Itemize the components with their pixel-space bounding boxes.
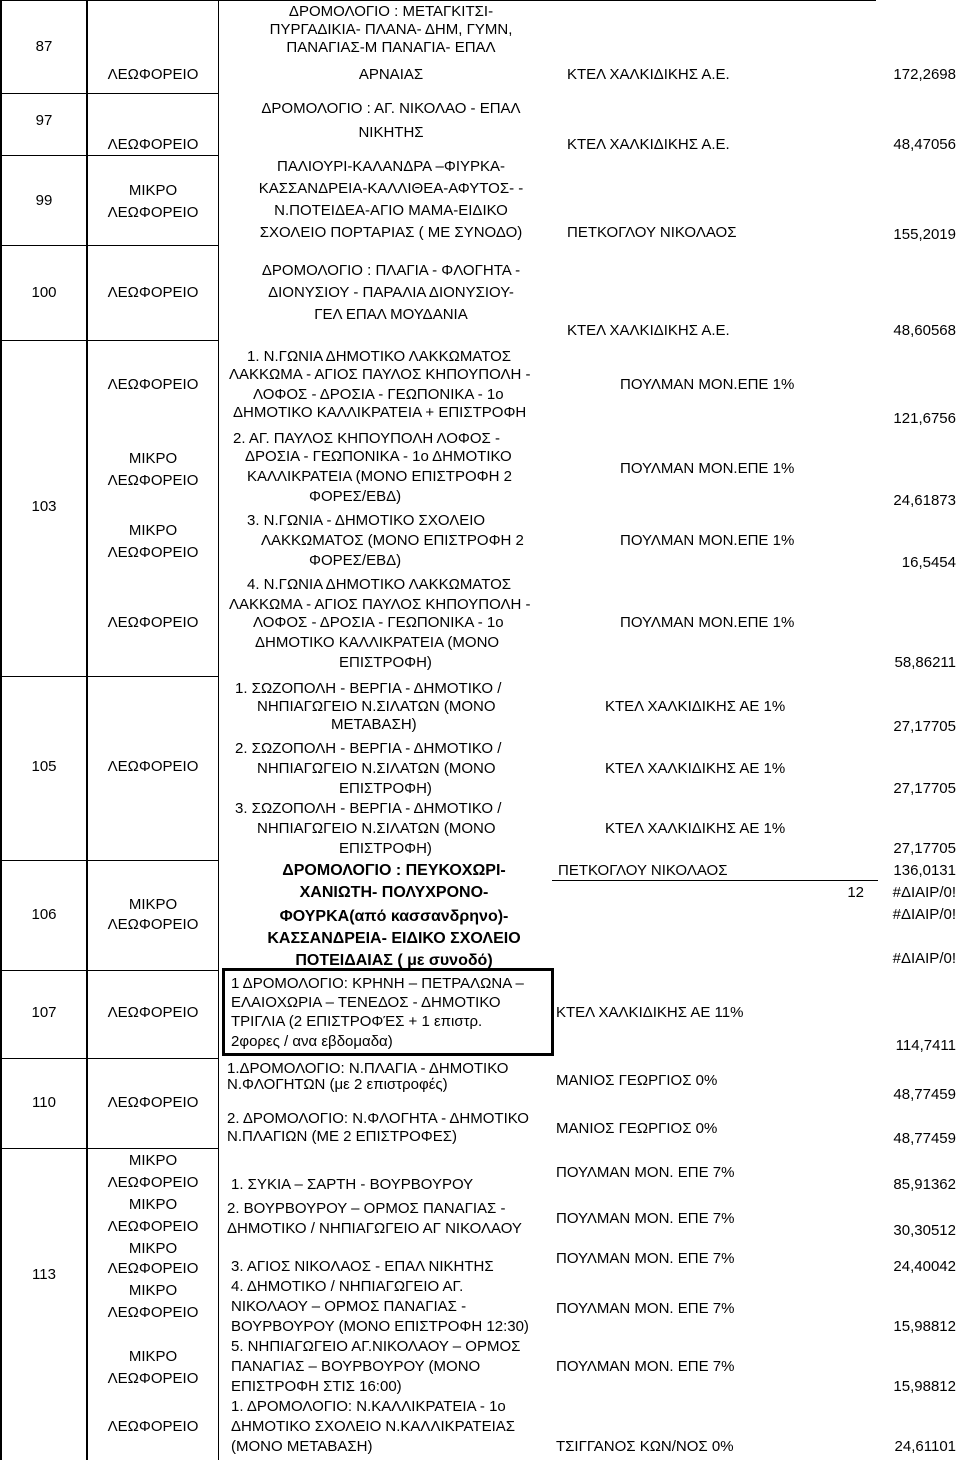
cost: 27,17705 — [893, 718, 956, 735]
row-number: 100 — [31, 284, 57, 301]
cost: 30,30512 — [893, 1222, 956, 1239]
grid-line — [0, 0, 876, 1]
contractor: ΚΤΕΛ ΧΑΛΚΙΔΙΚΗΣ Α.Ε. — [567, 322, 730, 339]
route-line: ΠΑΝΑΓΙΑΣ – ΒΟΥΡΒΟΥΡΟΥ (ΜΟΝΟ — [231, 1358, 481, 1375]
error-value: #ΔΙΑΙΡ/0! — [892, 884, 956, 901]
route-line: Ν.ΠΟΤΕΙΔΕΑ-ΑΓΙΟ ΜΑΜΑ-ΕΙΔΙΚΟ — [274, 202, 508, 219]
vehicle-type: ΜΙΚΡΟ — [128, 182, 178, 199]
contractor: ΚΤΕΛ ΧΑΛΚΙΔΙΚΗΣ Α.Ε. — [567, 66, 730, 83]
vehicle-type: ΜΙΚΡΟ — [128, 522, 178, 539]
vehicle-type: ΛΕΩΦΟΡΕΙΟ — [107, 1370, 199, 1387]
route-line: ΛΑΚΚΩΜΑ - ΑΓΙΟΣ ΠΑΥΛΟΣ ΚΗΠΟΥΠΟΛΗ - — [229, 366, 531, 383]
contractor: ΚΤΕΛ ΧΑΛΚΙΔΙΚΗΣ ΑΕ 1% — [605, 820, 786, 837]
cost: 58,86211 — [894, 654, 956, 671]
route-line: ΛΑΚΚΩΜΑ - ΑΓΙΟΣ ΠΑΥΛΟΣ ΚΗΠΟΥΠΟΛΗ - — [229, 596, 531, 613]
route-line: ΚΑΣΣΑΝΔΡΕΙΑ- ΕΙΔΙΚΟ ΣΧΟΛΕΙΟ — [267, 930, 521, 947]
cost: 48,77459 — [893, 1130, 956, 1147]
route-line: ΑΡΝΑΙΑΣ — [358, 66, 424, 83]
route-line: 1. ΣΩΖΟΠΟΛΗ - ΒΕΡΓΙΑ - ΔΗΜΟΤΙΚΟ / — [235, 680, 502, 697]
route-line: 2. ΔΡΟΜΟΛΟΓΙΟ: Ν.ΦΛΟΓΗΤΑ - ΔΗΜΟΤΙΚΟ — [227, 1110, 529, 1127]
route-line: 2. ΑΓ. ΠΑΥΛΟΣ ΚΗΠΟΥΠΟΛΗ ΛΟΦΟΣ - — [233, 430, 500, 447]
contractor: ΚΤΕΛ ΧΑΛΚΙΔΙΚΗΣ ΑΕ 11% — [556, 1004, 744, 1021]
contractor: ΠΕΤΚΟΓΛΟΥ ΝΙΚΟΛΑΟΣ — [558, 862, 728, 879]
route-line: ΕΛΑΙΟΧΩΡΙΑ – ΤΕΝΕΔΟΣ - ΔΗΜΟΤΙΚΟ — [231, 994, 501, 1011]
vehicle-type: ΛΕΩΦΟΡΕΙΟ — [107, 544, 199, 561]
vehicle-type: ΛΕΩΦΟΡΕΙΟ — [107, 204, 199, 221]
contractor: ΠΟΥΛΜΑΝ ΜΟΝ. ΕΠΕ 7% — [556, 1164, 735, 1181]
route-line: ΧΑΝΙΩΤΗ- ΠΟΛΥΧΡΟΝΟ- — [299, 884, 489, 901]
vehicle-type: ΛΕΩΦΟΡΕΙΟ — [107, 1218, 199, 1235]
row-number: 87 — [35, 38, 53, 55]
cost: 24,40042 — [893, 1258, 956, 1275]
contractor: ΠΟΥΛΜΑΝ ΜΟΝ.ΕΠΕ 1% — [620, 376, 795, 393]
vehicle-type: ΛΕΩΦΟΡΕΙΟ — [107, 1418, 199, 1435]
grid-line — [0, 0, 2, 1460]
contractor: ΚΤΕΛ ΧΑΛΚΙΔΙΚΗΣ ΑΕ 1% — [605, 760, 786, 777]
route-line: (ΜΟΝΟ ΜΕΤΑΒΑΣΗ) — [231, 1438, 373, 1455]
grid-line — [0, 1148, 218, 1149]
route-line: ΕΠΙΣΤΡΟΦΗ) — [339, 654, 432, 671]
route-line: ΜΕΤΑΒΑΣΗ) — [331, 716, 417, 733]
route-line: ΤΡΙΓΛΙΑ (2 ΕΠΙΣΤΡΟΦΈΣ + 1 επιστρ. — [231, 1013, 483, 1030]
row-number: 105 — [31, 758, 57, 775]
vehicle-type: ΜΙΚΡΟ — [128, 1152, 178, 1169]
route-line: ΠΑΝΑΓΙΑΣ-Μ ΠΑΝΑΓΙΑ- ΕΠΑΛ — [286, 39, 496, 56]
route-line: ΔΗΜΟΤΙΚΟ / ΝΗΠΙΑΓΩΓΕΙΟ ΑΓ ΝΙΚΟΛΑΟΥ — [227, 1220, 522, 1237]
contractor: ΤΣΙΓΓΑΝΟΣ ΚΩΝ/ΝΟΣ 0% — [556, 1438, 734, 1455]
row-number: 99 — [35, 192, 53, 209]
grid-line — [0, 860, 218, 861]
route-line: ΠΟΤΕΙΔΑΙΑΣ ( με συνοδό) — [295, 952, 493, 969]
route-line: ΕΠΙΣΤΡΟΦΗ) — [339, 840, 432, 857]
route-line: ΔΡΟΣΙΑ - ΓΕΩΠΟΝΙΚΑ - 1ο ΔΗΜΟΤΙΚΟ — [245, 448, 512, 465]
vehicle-type: ΜΙΚΡΟ — [128, 1348, 178, 1365]
cost: 48,60568 — [893, 322, 956, 339]
cost: 48,47056 — [893, 136, 956, 153]
cost: 27,17705 — [893, 840, 956, 857]
row-number: 107 — [31, 1004, 57, 1021]
route-line: ΔΗΜΟΤΙΚΟ ΚΑΛΛΙΚΡΑΤΕΙΑ (ΜΟΝΟ — [255, 634, 500, 651]
cell-border — [552, 880, 878, 881]
route-line: ΦΟΡΕΣ/ΕΒΔ) — [309, 488, 402, 505]
vehicle-type: ΛΕΩΦΟΡΕΙΟ — [107, 1304, 199, 1321]
route-line: ΔΡΟΜΟΛΟΓΙΟ : ΠΛΑΓΙΑ - ΦΛΟΓΗΤΑ - — [261, 262, 521, 279]
vehicle-type: ΛΕΩΦΟΡΕΙΟ — [107, 1094, 199, 1111]
cost: 15,98812 — [893, 1378, 956, 1395]
vehicle-type: ΛΕΩΦΟΡΕΙΟ — [107, 66, 199, 83]
contractor: ΚΤΕΛ ΧΑΛΚΙΔΙΚΗΣ Α.Ε. — [567, 136, 730, 153]
route-line: ΚΑΣΣΑΝΔΡΕΙΑ-ΚΑΛΛΙΘΕΑ-ΑΦΥΤΟΣ- - — [258, 180, 524, 197]
route-line: 5. ΝΗΠΙΑΓΩΓΕΙΟ ΑΓ.ΝΙΚΟΛΑΟΥ – ΟΡΜΟΣ — [231, 1338, 521, 1355]
contractor: ΠΟΥΛΜΑΝ ΜΟΝ. ΕΠΕ 7% — [556, 1358, 735, 1375]
route-line: 2φορες / ανα εβδομαδα) — [231, 1033, 393, 1050]
route-line: ΦΟΡΕΣ/ΕΒΔ) — [309, 552, 402, 569]
vehicle-type: ΜΙΚΡΟ — [128, 1282, 178, 1299]
contractor: ΠΟΥΛΜΑΝ ΜΟΝ.ΕΠΕ 1% — [620, 614, 795, 631]
grid-line — [0, 93, 218, 94]
route-line: ΝΗΠΙΑΓΩΓΕΙΟ Ν.ΣΙΛΑΤΩΝ (ΜΟΝΟ — [257, 760, 496, 777]
grid-line — [0, 155, 218, 156]
grid-line — [0, 1058, 218, 1059]
route-line: ΝΗΠΙΑΓΩΓΕΙΟ Ν.ΣΙΛΑΤΩΝ (ΜΟΝΟ — [257, 820, 496, 837]
route-line: ΠΑΛΙΟΥΡΙ-ΚΑΛΑΝΔΡΑ –ΦΙΥΡΚΑ- — [277, 158, 505, 175]
route-line: 3. Ν.ΓΩΝΙΑ - ΔΗΜΟΤΙΚΟ ΣΧΟΛΕΙΟ — [247, 512, 486, 529]
vehicle-type: ΛΕΩΦΟΡΕΙΟ — [107, 916, 199, 933]
grid-line — [218, 0, 219, 1460]
route-line: 4. Ν.ΓΩΝΙΑ ΔΗΜΟΤΙΚΟ ΛΑΚΚΩΜΑΤΟΣ — [247, 576, 512, 593]
cost: 48,77459 — [893, 1086, 956, 1103]
route-line: ΕΠΙΣΤΡΟΦΗ) — [339, 780, 432, 797]
cost: 27,17705 — [893, 780, 956, 797]
route-line: ΔΡΟΜΟΛΟΓΙΟ : ΜΕΤΑΓΚΙΤΣΙ- — [288, 3, 494, 20]
vehicle-type: ΛΕΩΦΟΡΕΙΟ — [107, 376, 199, 393]
vehicle-type: ΜΙΚΡΟ — [128, 1240, 178, 1257]
route-line: ΦΟΥΡΚΑ(από κασσανδρηνο)- — [279, 908, 509, 925]
route-line: 2. ΒΟΥΡΒΟΥΡΟΥ – ΟΡΜΟΣ ΠΑΝΑΓΙΑΣ - — [227, 1200, 506, 1217]
route-line: ΛΟΦΟΣ - ΔΡΟΣΙΑ - ΓΕΩΠΟΝΙΚΑ - 1ο — [253, 614, 504, 631]
trip-count: 12 — [847, 884, 864, 901]
route-line: ΕΠΙΣΤΡΟΦΗ ΣΤΙΣ 16:00) — [231, 1378, 402, 1395]
contractor: ΠΟΥΛΜΑΝ ΜΟΝ. ΕΠΕ 7% — [556, 1250, 735, 1267]
route-line: Ν.ΠΛΑΓΙΩΝ (ΜΕ 2 ΕΠΙΣΤΡΟΦΕΣ) — [227, 1128, 458, 1145]
grid-line — [0, 676, 218, 677]
route-line: 3. ΑΓΙΟΣ ΝΙΚΟΛΑΟΣ - ΕΠΑΛ ΝΙΚΗΤΗΣ — [231, 1258, 494, 1275]
cost: 85,91362 — [893, 1176, 956, 1193]
route-line: ΔΗΜΟΤΙΚΟ ΚΑΛΛΙΚΡΑΤΕΙΑ + ΕΠΙΣΤΡΟΦΗ — [233, 404, 527, 421]
route-line: 2. ΣΩΖΟΠΟΛΗ - ΒΕΡΓΙΑ - ΔΗΜΟΤΙΚΟ / — [235, 740, 502, 757]
contractor: ΠΟΥΛΜΑΝ ΜΟΝ.ΕΠΕ 1% — [620, 532, 795, 549]
grid-line — [0, 245, 218, 246]
contractor: ΠΟΥΛΜΑΝ ΜΟΝ. ΕΠΕ 7% — [556, 1210, 735, 1227]
route-line: ΔΡΟΜΟΛΟΓΙΟ : ΠΕΥΚΟΧΩΡΙ- — [282, 862, 506, 879]
route-line: ΣΧΟΛΕΙΟ ΠΟΡΤΑΡΙΑΣ ( ΜΕ ΣΥΝΟΔΟ) — [259, 224, 523, 241]
vehicle-type: ΛΕΩΦΟΡΕΙΟ — [107, 136, 199, 153]
vehicle-type: ΛΕΩΦΟΡΕΙΟ — [107, 1260, 199, 1277]
route-line: ΝΙΚΗΤΗΣ — [358, 124, 424, 141]
route-line: ΔΡΟΜΟΛΟΓΙΟ : ΑΓ. ΝΙΚΟΛΑΟ - ΕΠΑΛ — [261, 100, 521, 117]
route-line: 1 ΔΡΟΜΟΛΟΓΙΟ: ΚΡΗΝΗ – ΠΕΤΡΑΛΩΝΑ – — [231, 975, 524, 992]
vehicle-type: ΜΙΚΡΟ — [128, 450, 178, 467]
vehicle-type: ΛΕΩΦΟΡΕΙΟ — [107, 472, 199, 489]
cost: 155,2019 — [893, 226, 956, 243]
route-line: 1.ΔΡΟΜΟΛΟΓΙΟ: Ν.ΠΛΑΓΙΑ - ΔΗΜΟΤΙΚΟ — [227, 1060, 509, 1077]
row-number: 110 — [32, 1094, 56, 1111]
route-line: 1. ΔΡΟΜΟΛΟΓΙΟ: Ν.ΚΑΛΛΙΚΡΑΤΕΙΑ - 1ο — [231, 1398, 506, 1415]
route-line: ΛΑΚΚΩΜΑΤΟΣ (ΜΟΝΟ ΕΠΙΣΤΡΟΦΗ 2 — [261, 532, 524, 549]
grid-line — [0, 340, 218, 341]
route-line: ΒΟΥΡΒΟΥΡΟΥ (ΜΟΝΟ ΕΠΙΣΤΡΟΦΗ 12:30) — [231, 1318, 529, 1335]
row-number: 113 — [32, 1266, 56, 1283]
route-line: ΓΕΛ ΕΠΑΛ ΜΟΥΔΑΝΙΑ — [314, 306, 468, 323]
route-line: ΛΟΦΟΣ - ΔΡΟΣΙΑ - ΓΕΩΠΟΝΙΚΑ - 1ο — [253, 386, 504, 403]
contractor: ΚΤΕΛ ΧΑΛΚΙΔΙΚΗΣ ΑΕ 1% — [605, 698, 786, 715]
route-line: ΠΥΡΓΑΔΙΚΙΑ- ΠΛΑΝΑ- ΔΗΜ, ΓΥΜΝ, — [269, 21, 513, 38]
cost: 16,5454 — [901, 554, 956, 571]
vehicle-type: ΜΙΚΡΟ — [128, 896, 178, 913]
vehicle-type: ΛΕΩΦΟΡΕΙΟ — [107, 758, 199, 775]
cost: 24,61873 — [893, 492, 956, 509]
route-line: 3. ΣΩΖΟΠΟΛΗ - ΒΕΡΓΙΑ - ΔΗΜΟΤΙΚΟ / — [235, 800, 502, 817]
route-line: 4. ΔΗΜΟΤΙΚΟ / ΝΗΠΙΑΓΩΓΕΙΟ ΑΓ. — [231, 1278, 464, 1295]
route-line: ΔΗΜΟΤΙΚΟ ΣΧΟΛΕΙΟ Ν.ΚΑΛΛΙΚΡΑΤΕΙΑΣ — [231, 1418, 516, 1435]
contractor: ΜΑΝΙΟΣ ΓΕΩΡΓΙΟΣ 0% — [556, 1072, 718, 1089]
vehicle-type: ΛΕΩΦΟΡΕΙΟ — [107, 1004, 199, 1021]
vehicle-type: ΜΙΚΡΟ — [128, 1196, 178, 1213]
grid-line — [0, 970, 218, 971]
cost: 172,2698 — [893, 66, 956, 83]
error-value: #ΔΙΑΙΡ/0! — [892, 906, 956, 923]
route-line: ΔΙΟΝΥΣΙΟΥ - ΠΑΡΑΛΙΑ ΔΙΟΝΥΣΙΟΥ- — [268, 284, 514, 301]
contractor: ΠΕΤΚΟΓΛΟΥ ΝΙΚΟΛΑΟΣ — [567, 224, 737, 241]
row-number: 103 — [31, 498, 57, 515]
row-number: 106 — [31, 906, 57, 923]
route-line: Ν.ΦΛΟΓΗΤΩΝ (με 2 επιστροφές) — [227, 1076, 448, 1093]
route-line: ΚΑΛΛΙΚΡΑΤΕΙΑ (ΜΟΝΟ ΕΠΙΣΤΡΟΦΗ 2 — [247, 468, 512, 485]
route-line: 1. ΣΥΚΙΑ – ΣΑΡΤΗ - ΒΟΥΡΒΟΥΡΟΥ — [231, 1176, 474, 1193]
cost: 121,6756 — [893, 410, 956, 427]
route-line: ΝΙΚΟΛΑΟΥ – ΟΡΜΟΣ ΠΑΝΑΓΙΑΣ - — [231, 1298, 467, 1315]
contractor: ΜΑΝΙΟΣ ΓΕΩΡΓΙΟΣ 0% — [556, 1120, 718, 1137]
row-number: 97 — [35, 112, 53, 129]
vehicle-type: ΛΕΩΦΟΡΕΙΟ — [107, 284, 199, 301]
contractor: ΠΟΥΛΜΑΝ ΜΟΝ.ΕΠΕ 1% — [620, 460, 795, 477]
cost: 136,0131 — [893, 862, 956, 879]
vehicle-type: ΛΕΩΦΟΡΕΙΟ — [107, 614, 199, 631]
vehicle-type: ΛΕΩΦΟΡΕΙΟ — [107, 1174, 199, 1191]
cost: 24,61101 — [894, 1438, 956, 1455]
route-line: 1. Ν.ΓΩΝΙΑ ΔΗΜΟΤΙΚΟ ΛΑΚΚΩΜΑΤΟΣ — [247, 348, 512, 365]
error-value: #ΔΙΑΙΡ/0! — [892, 950, 956, 967]
route-line: ΝΗΠΙΑΓΩΓΕΙΟ Ν.ΣΙΛΑΤΩΝ (ΜΟΝΟ — [257, 698, 496, 715]
cost: 15,98812 — [893, 1318, 956, 1335]
cost: 114,7411 — [895, 1037, 956, 1054]
contractor: ΠΟΥΛΜΑΝ ΜΟΝ. ΕΠΕ 7% — [556, 1300, 735, 1317]
